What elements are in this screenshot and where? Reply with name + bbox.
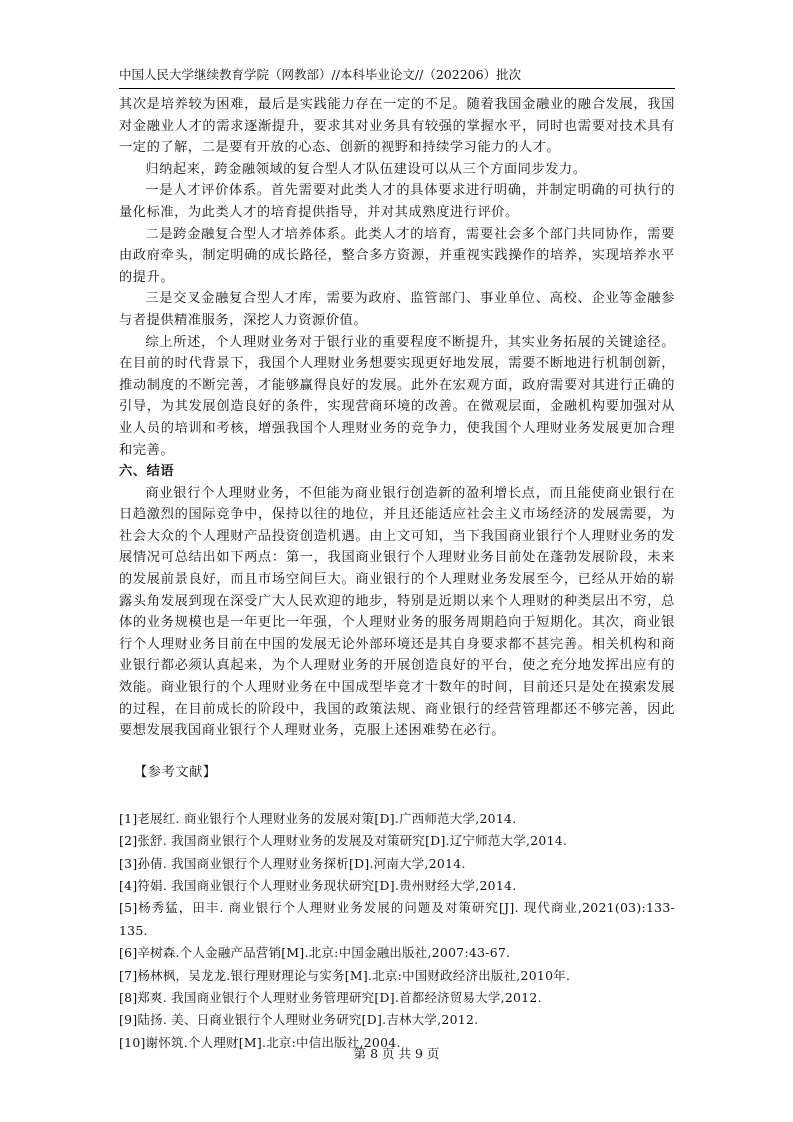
body-paragraph: 综上所述，个人理财业务对于银行业的重要程度不断提升，其实业务拓展的关键途径。在目前的时代背景下，我国个人理财业务想要实现更好地发展，需要不断地进行机制创新，推动制度的不断完善，才能够赢得良好的发展。此外在宏观方面，政府需要对其进行正确的引导，为其发展创造良好的条件，实现营商环境的改善。在微观层面，金融机构要加强对从业人员的培训和考核，增强我国个人理财业务的竞争力，使我国个人理财业务发展更加合理和完善。: [119, 334, 675, 458]
body-paragraph: 二是跨金融复合型人才培养体系。此类人才的培育，需要社会多个部门共同协作，需要由政府牵头，制定明确的成长路径，整合多方资源，并重视实践操作的培养，实现培养水平的提升。: [119, 226, 675, 285]
references-list: [119, 808, 675, 1054]
reference-item: [5]杨秀猛，田丰. 商业银行个人理财业务发展的问题及对策研究[J]. 现代商业,2021(03):133-135.: [119, 900, 675, 938]
header-divider: [119, 88, 675, 89]
reference-item: [3]孙倩. 我国商业银行个人理财业务探析[D].河南大学,2014.: [119, 855, 466, 871]
reference-item: [8]郑爽. 我国商业银行个人理财业务管理研究[D].首都经济贸易大学,2012.: [119, 990, 542, 1006]
body-paragraph: 归纳起来，跨金融领域的复合型人才队伍建设可以从三个方面同步发力。: [145, 161, 587, 177]
reference-item: [7]杨林枫，吴龙龙.银行理财理论与实务[M].北京:中国财政经济出版社,2010年.: [119, 967, 571, 983]
body-paragraph: 一是人才评价体系。首先需要对此类人才的具体要求进行明确，并制定明确的可执行的量化标准，为此类人才的培育提供指导，并对其成熟度进行评价。: [119, 183, 675, 220]
reference-item: [4]符娟. 我国商业银行个人理财业务现状研究[D].贵州财经大学,2014.: [119, 878, 517, 894]
reference-item: [10]谢怀筑.个人理财[M].北京:中信出版社,2004.: [119, 1034, 401, 1050]
page-number: 第 8 页 共 9 页: [353, 1046, 440, 1061]
document-body: [119, 94, 675, 1054]
reference-item: [2]张舒. 我国商业银行个人理财业务的发展及对策研究[D].辽宁师范大学,2014.: [119, 833, 568, 849]
body-paragraph: 三是交叉金融复合型人才库，需要为政府、监管部门、事业单位、高校、企业等金融参与者提供精准服务，深挖人力资源价值。: [119, 291, 675, 328]
conclusion-paragraph: 商业银行个人理财业务，不但能为商业银行创造新的盈利增长点，而且能使商业银行在日趋激烈的国际竞争中，保持以往的地位，并且还能适应社会主义市场经济的发展需要，为社会大众的个人理财产品投资创造机遇。由上文可知，当下我国商业银行个人理财业务的发展情况可总结出如下两点：第一，我国商业银行个人理财业务目前处在蓬勃发展阶段，未来的发展前景良好，而且市场空间巨大。商业银行的个人理财业务发展至今，已经从开始的崭露头角发展到现在深受广大人民欢迎的地步，特别是近期以来个人理财的种类层出不穷，总体的业务规模也是一年更比一年强，个人理财业务的服务周期趋向于短期化。其次，商业银行个人理财业务目前在中国的发展无论外部环境还是其自身要求都不甚完善。相关机构和商业银行都必须认真起来，为个人理财业务的开展创造良好的平台，使之充分地发挥出应有的效能。商业银行的个人理财业务在中国成型毕竟才十数年的时间，目前还只是处在摸索发展的过程，在目前成长的阶段中，我国的政策法规、商业银行的经营管理都还不够完善，因此要想发展我国商业银行个人理财业务，克服上述困难势在必行。: [119, 485, 675, 739]
section-heading: 六、结语: [119, 464, 175, 480]
reference-item: [1]老展红. 商业银行个人理财业务的发展对策[D].广西师范大学,2014.: [119, 810, 517, 826]
references-heading: 【参考文献】: [134, 764, 217, 780]
page-header: 中国人民大学继续教育学院（网教部）//本科毕业论文//（202206）批次: [119, 67, 522, 82]
reference-item: [6]辛树森.个人金融产品营销[M].北京:中国金融出版社,2007:43-67.: [119, 945, 511, 961]
reference-item: [9]陆扬. 美、日商业银行个人理财业务研究[D].吉林大学,2012.: [119, 1012, 479, 1028]
body-paragraph: 其次是培养较为困难，最后是实践能力存在一定的不足。随着我国金融业的融合发展，我国对金融业人才的需求逐渐提升，要求其对业务具有较强的掌握水平，同时也需要对技术具有一定的了解，二是要有开放的心态、创新的视野和持续学习能力的人才。: [119, 97, 675, 156]
